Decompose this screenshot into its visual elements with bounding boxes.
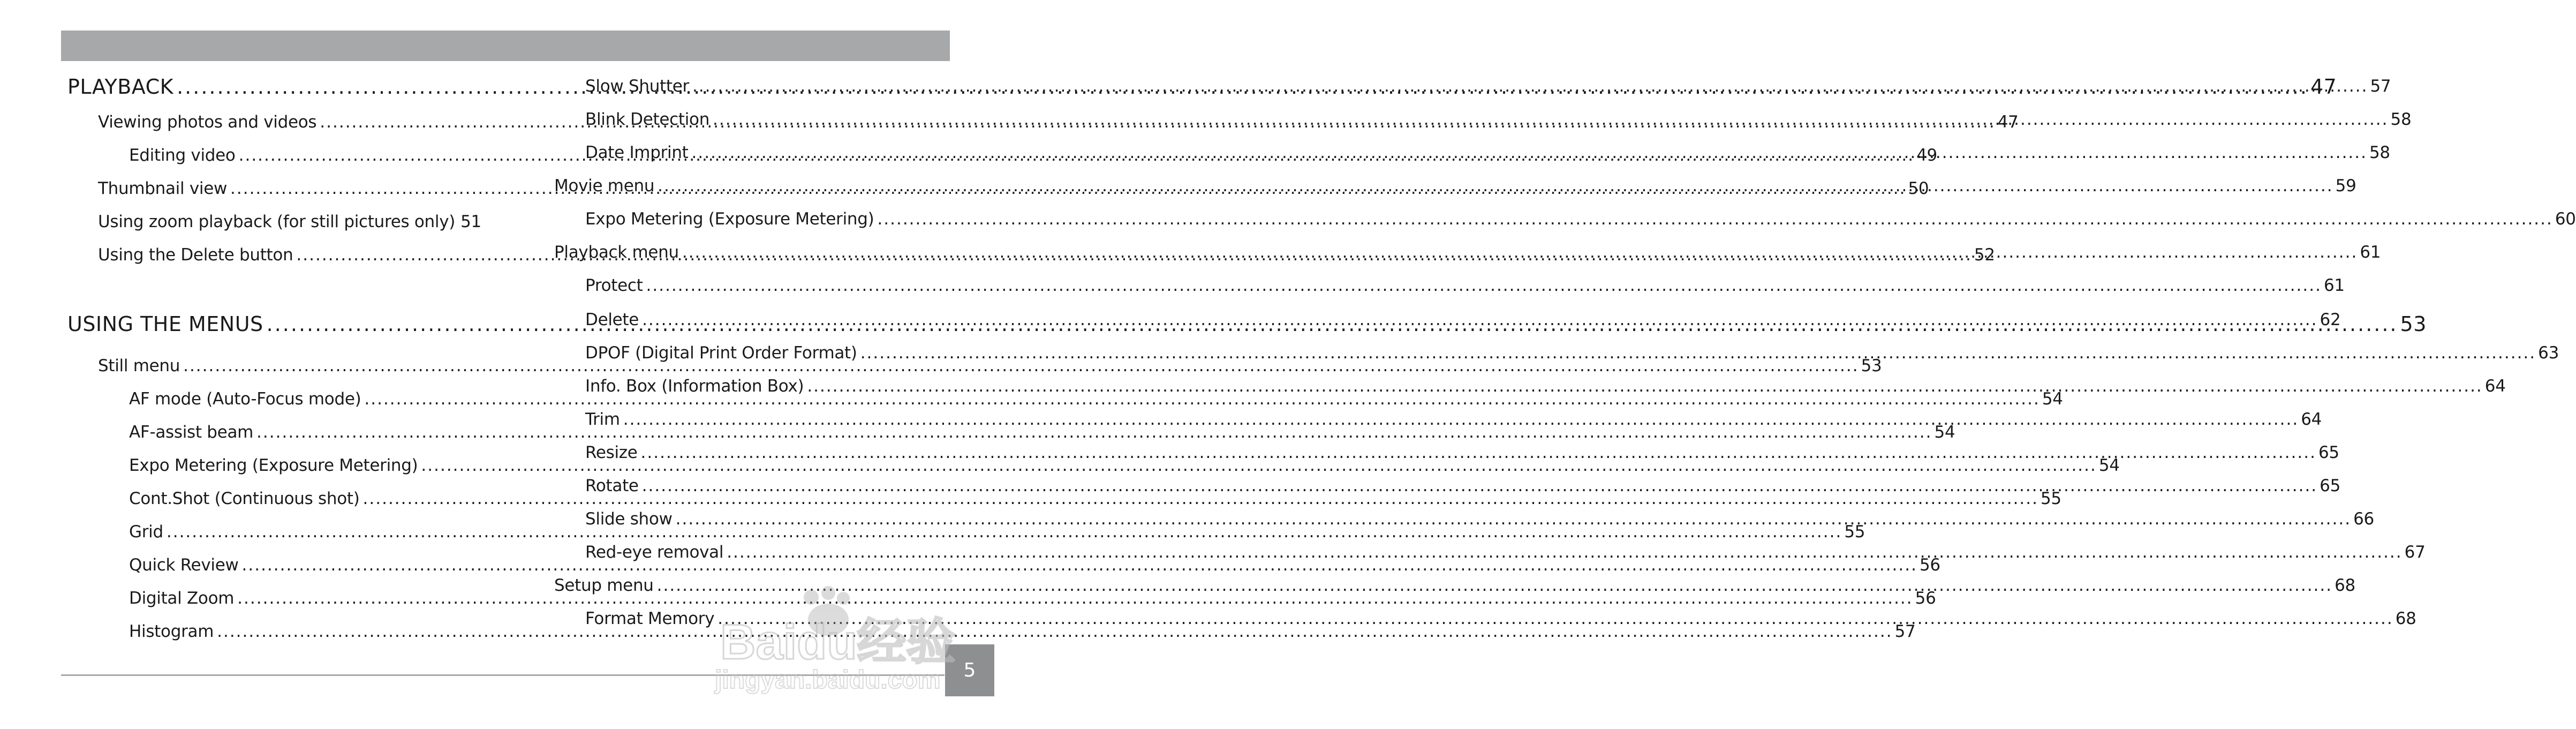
toc-entry-page: 68 — [2335, 576, 2355, 595]
toc-entry[interactable] — [129, 555, 1940, 575]
toc-entry-label: Cont.Shot (Continuous shot) — [129, 489, 360, 508]
toc-entry-page: 59 — [2335, 176, 2356, 196]
leader-dots — [646, 276, 2322, 295]
toc-entry-page: 63 — [2538, 343, 2559, 363]
toc-entry-label: USING THE MENUS — [67, 312, 263, 336]
toc-entry-label: Resize — [585, 443, 638, 462]
toc-entry-page: 54 — [2098, 456, 2120, 475]
toc-entry-page: 57 — [1894, 622, 1916, 641]
toc-entry-page: 60 — [2555, 209, 2576, 229]
toc-entry-page: 54 — [2042, 389, 2063, 409]
toc-entry-label: Grid — [129, 522, 163, 542]
leader-dots — [727, 543, 2402, 562]
toc-entry[interactable] — [585, 476, 2341, 495]
toc-entry-page: 51 — [460, 212, 481, 231]
toc-entry-label: Slide show — [585, 509, 673, 529]
toc-entry-page: 58 — [2390, 110, 2412, 129]
toc-entry-page: 54 — [1934, 423, 1955, 442]
toc-entry[interactable] — [129, 622, 1916, 641]
toc-entry-label: Format Memory — [585, 609, 715, 628]
toc-entry-page: 68 — [2395, 609, 2416, 628]
toc-entry[interactable] — [129, 589, 1936, 608]
watermark-url: jingyan.baidu.com — [715, 666, 941, 694]
watermark-brand: Baidu经验 — [720, 615, 956, 670]
toc-entry-label: Using the Delete button — [98, 245, 293, 265]
toc-entry-label: AF mode (Auto-Focus mode) — [129, 389, 361, 409]
toc-entry-page: 55 — [2041, 489, 2061, 508]
toc-entry-page: 53 — [1861, 356, 1882, 375]
toc-entry-page: 49 — [1916, 146, 1937, 165]
toc-entry[interactable] — [585, 377, 2506, 396]
toc-entry-label: Still menu — [98, 356, 180, 375]
leader-dots — [642, 310, 2317, 329]
toc-entry-page: 65 — [2318, 443, 2339, 462]
toc-entry-label: Protect — [585, 276, 643, 295]
toc-entry-page: 52 — [1974, 245, 1995, 265]
toc-entry-label: Slow Shutter — [585, 77, 689, 96]
leader-dots — [641, 443, 2316, 462]
toc-entry-page: 56 — [1919, 555, 1940, 575]
toc-entry-label: Editing video — [129, 146, 236, 165]
toc-entry[interactable] — [585, 609, 2416, 628]
leader-dots — [658, 176, 2333, 196]
toc-entry[interactable] — [129, 489, 2061, 508]
toc-entry-page: 56 — [1915, 589, 1936, 608]
toc-entry-label: Delete — [585, 310, 639, 329]
toc-entry-page: 57 — [2370, 77, 2391, 96]
toc-entry-label: Info. Box (Information Box) — [585, 377, 804, 396]
toc-entry[interactable] — [585, 443, 2339, 462]
leader-dots — [676, 509, 2351, 529]
toc-entry-label: Setup menu — [554, 576, 654, 595]
toc-entry[interactable] — [585, 310, 2341, 329]
toc-entry-label: Trim — [585, 410, 620, 429]
toc-entry[interactable] — [129, 456, 2120, 475]
toc-entry[interactable] — [585, 276, 2345, 295]
toc-entry-page: 64 — [2484, 377, 2506, 396]
toc-entry-label: DPOF (Digital Print Order Format) — [585, 343, 857, 363]
toc-entry[interactable] — [585, 543, 2426, 562]
toc-entry-page: 53 — [2400, 312, 2427, 336]
toc-entry-page: 55 — [1844, 522, 1865, 542]
toc-entry-page: 58 — [2369, 143, 2390, 162]
leader-dots — [682, 243, 2358, 262]
toc-entry[interactable] — [129, 522, 1865, 542]
toc-entry-page: 66 — [2353, 509, 2374, 529]
leader-dots — [807, 377, 2482, 396]
leader-dots — [717, 609, 2393, 628]
toc-entry-label: Histogram — [129, 622, 214, 641]
toc-entry-label: Expo Metering (Exposure Metering) — [585, 209, 874, 229]
toc-entry-label: Quick Review — [129, 555, 239, 575]
toc-entry-page: 47 — [2310, 75, 2337, 99]
leader-dots — [713, 110, 2388, 129]
toc-entry[interactable] — [98, 212, 481, 231]
toc-entry[interactable] — [585, 209, 2576, 229]
leader-dots — [657, 576, 2332, 595]
toc-entry-page: 50 — [1908, 179, 1929, 198]
toc-entry-page: 67 — [2404, 543, 2426, 562]
toc-entry[interactable] — [585, 343, 2559, 363]
toc-entry-page: 65 — [2320, 476, 2341, 495]
toc-entry-label: Digital Zoom — [129, 589, 235, 608]
toc-entry-page: 61 — [2360, 243, 2381, 262]
leader-dots — [692, 143, 2367, 162]
toc-entry[interactable] — [554, 576, 2355, 595]
header-bar — [61, 31, 950, 61]
toc-entry-label: Thumbnail view — [98, 179, 228, 198]
toc-entry-label: Rotate — [585, 476, 639, 495]
toc-entry-page: 62 — [2320, 310, 2341, 329]
leader-dots — [877, 209, 2552, 229]
toc-entry-page: 64 — [2301, 410, 2322, 429]
toc-entry-label: Playback menu — [554, 243, 679, 262]
toc-entry-label: Expo Metering (Exposure Metering) — [129, 456, 418, 475]
toc-entry[interactable] — [585, 509, 2374, 529]
footer-rule — [61, 674, 945, 676]
toc-entry-label: Viewing photos and videos — [98, 112, 317, 132]
leader-dots — [623, 410, 2299, 429]
toc-entry[interactable] — [129, 389, 2063, 409]
leader-dots — [692, 77, 2368, 96]
toc-entry-label: Date Imprint — [585, 143, 689, 162]
toc-entry[interactable] — [98, 356, 1882, 375]
page-number-tab — [945, 644, 994, 696]
toc-entry-label: Using zoom playback (for still pictures only) — [98, 212, 456, 231]
toc-entry-label: Blink Detection — [585, 110, 710, 129]
toc-entry-label: PLAYBACK — [67, 75, 174, 99]
page-number: 5 — [963, 659, 976, 681]
toc-entry-page: 47 — [1997, 112, 2019, 132]
leader-dots — [860, 343, 2536, 363]
toc-entry-label: AF-assist beam — [129, 423, 254, 442]
toc-entry-label: Red-eye removal — [585, 543, 724, 562]
toc-entry[interactable] — [129, 423, 1955, 442]
toc-entry-page: 61 — [2323, 276, 2345, 295]
leader-dots — [642, 476, 2317, 495]
toc-entry[interactable] — [585, 410, 2322, 429]
toc-entry-label: Movie menu — [554, 176, 655, 196]
